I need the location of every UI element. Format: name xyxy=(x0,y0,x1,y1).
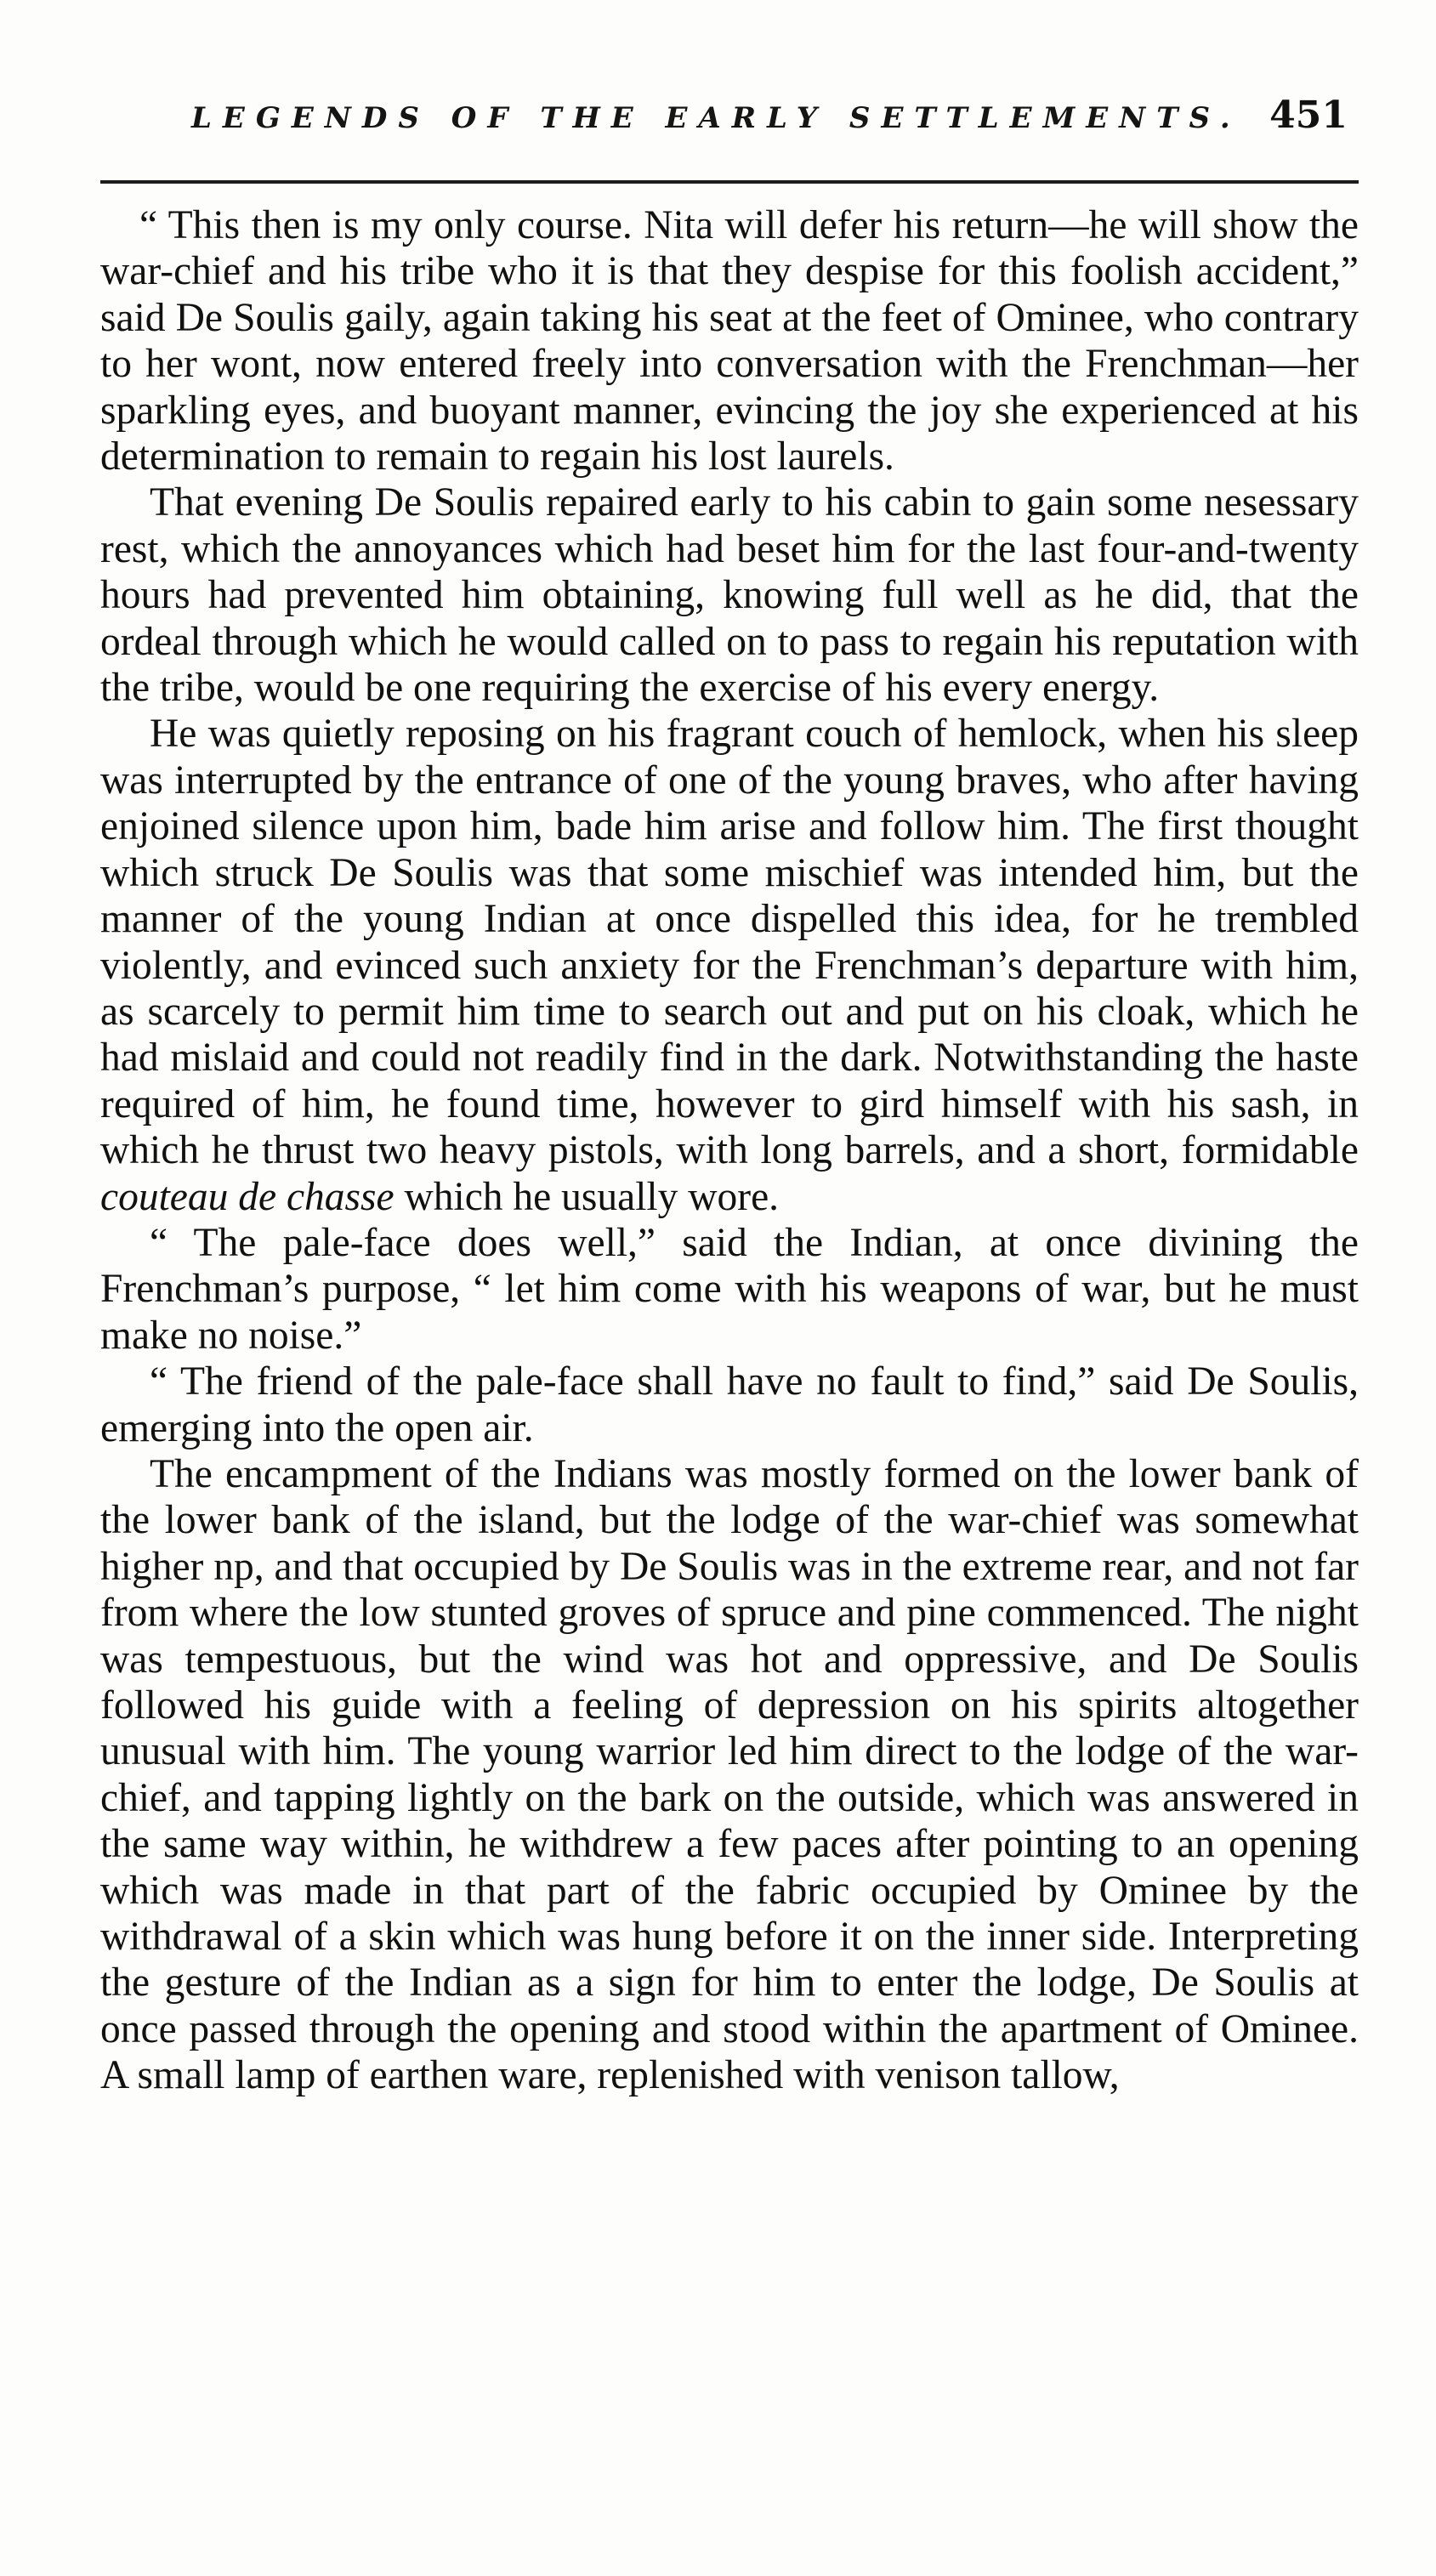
paragraph: “ The pale-face does well,” said the Indian, at once divining the Frenchman’s purpose, “ let him come with his weapons of war, but he must make no noise.” xyxy=(100,1220,1359,1358)
paragraph-text: which he usually wore. xyxy=(394,1174,780,1219)
italic-phrase: couteau de chasse xyxy=(100,1174,394,1219)
paragraph: That evening De Soulis repaired early to his cabin to gain some nesessary rest, which the annoyances which had beset him for the last four-and-twenty hours had prevented him obtaining, knowing full well as he did, that the ordeal through which he would called on to pass to regain his reputation with the tribe, would be one requiring the exercise of his every energy. xyxy=(100,480,1359,711)
paragraph: The encampment of the Indians was mostly formed on the lower bank of the lower bank of the island, but the lodge of the war-chief was somewhat higher np, and that occupied by De Soulis was in the extreme rear, and not far from where the low stunted groves of spruce and pine commenced. The night was tempestuous, but the wind was hot and oppressive, and De Soulis followed his guide with a feeling of depression on his spirits altogether unusual with him. The young warrior led him direct to the lodge of the war-chief, and tapping lightly on the bark on the outside, which was answered in the same way within, he withdrew a few paces after pointing to an opening which was made in that part of the fabric occupied by Ominee by the withdrawal of a skin which was hung before it on the inner side. Interpreting the gesture of the Indian as a sign for him to enter the lodge, De Soulis at once passed through the opening and stood within the apartment of Ominee. A small lamp of earthen ware, replenished with venison tallow, xyxy=(100,1451,1359,2098)
paragraph-text: He was quietly reposing on his fragrant couch of hemlock, when his sleep was interrupted by the entrance of one of the young braves, who after having enjoined silence upon him, bade him arise and follow him. The first thought which struck De Soulis was that some mischief was intended him, but the manner of the young Indian at once dispelled this idea, for he trembled violently, and evinced such anxiety for the Frenchman’s departure with him, as scarcely to permit him time to search out and put on his cloak, which he had mislaid and could not readily find in the dark. Notwithstanding the haste required of him, he found time, however to gird himself with his sash, in which he thrust two heavy pistols, with long barrels, and a short, formidable xyxy=(100,712,1359,1173)
paragraph: “ The friend of the pale-face shall have no fault to find,” said De Soulis, emerging into the open air. xyxy=(100,1359,1359,1450)
paragraph: “ This then is my only course. Nita will defer his return—he will show the war-chief and his tribe who it is that they despise for this foolish accident,” said De Soulis gaily, again taking his seat at the feet of Ominee, who contrary to her wont, now entered freely into conversation with the Frenchman—her sparkling eyes, and buoyant manner, evincing the joy she experienced at his determination to remain to regain his lost laurels. xyxy=(100,203,1359,479)
header-rule xyxy=(100,180,1359,184)
page-number: 451 xyxy=(1269,94,1348,137)
running-title: LEGENDS OF THE EARLY SETTLEMENTS. xyxy=(191,101,1241,135)
running-head xyxy=(191,94,1348,136)
paragraph xyxy=(100,711,1359,1219)
body-text xyxy=(100,202,1359,2099)
